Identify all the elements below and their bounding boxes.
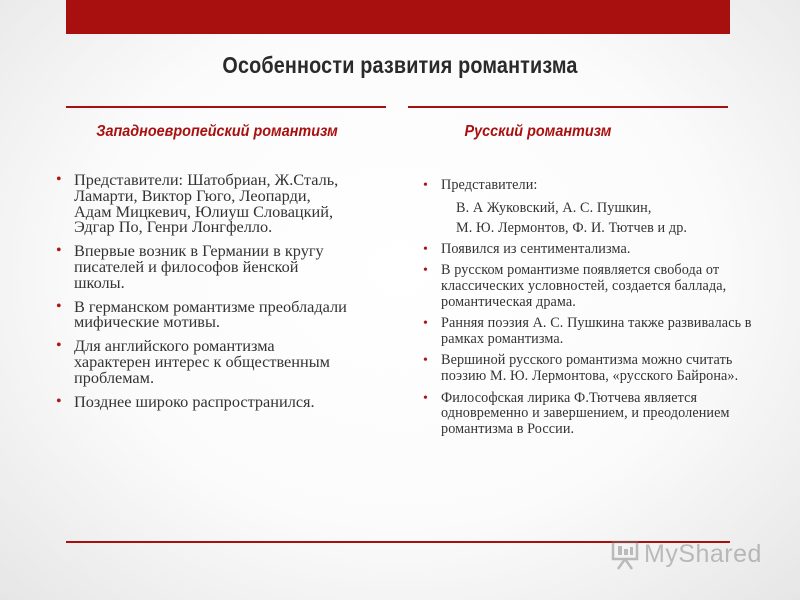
list-subline: В. А Жуковский, А. С. Пушкин,: [456, 199, 652, 216]
right-column-heading: Русский романтизм: [464, 123, 612, 140]
russian-romanticism-list: [419, 178, 769, 443]
list-item: • Появился из сентиментализма.: [419, 242, 769, 258]
list-item: • Впервые возник в Германии в кругу писателей и философов йенской школы.: [52, 243, 352, 290]
list-item: • Ранняя поэзия А. С. Пушкина также развивалась в рамках романтизма.: [419, 316, 769, 347]
presentation-board-icon: [610, 538, 640, 570]
western-romanticism-list: [52, 172, 352, 417]
list-item: • Позднее широко распространился.: [52, 394, 352, 410]
list-item: • В русском романтизме появляется свобода от классических условностей, создается баллада, романтическая драма.: [419, 263, 769, 310]
left-column-heading: Западноевропейский романтизм: [96, 123, 338, 140]
list-item: • Философская лирика Ф.Тютчева является одновременно и завершением, и преодолением романтизма в России.: [419, 391, 769, 438]
left-heading-divider: [66, 106, 386, 108]
list-subline: М. Ю. Лермонтов, Ф. И. Тютчев и др.: [456, 220, 688, 237]
list-item: • Вершиной русского романтизма можно считать поэзию М. Ю. Лермонтова, «русского Байрона».: [419, 353, 769, 384]
list-item: • В германском романтизме преобладали мифические мотивы.: [52, 299, 352, 331]
right-heading-divider: [408, 106, 728, 108]
watermark-text: MyShared: [644, 539, 762, 568]
list-item: • Представители: Шатобриан, Ж.Сталь, Ламарти, Виктор Гюго, Леопарди, Адам Мицкевич, Юлиуш Словацкий, Эдгар По, Генри Лонгфелло.: [52, 172, 352, 235]
list-item: • Для английского романтизма характерен интерес к общественным проблемам.: [52, 338, 352, 385]
top-accent-bar: [66, 0, 730, 34]
list-item: • Представители:: [419, 178, 769, 194]
watermark: [610, 538, 762, 570]
slide-title: Особенности развития романтизма: [222, 52, 578, 78]
